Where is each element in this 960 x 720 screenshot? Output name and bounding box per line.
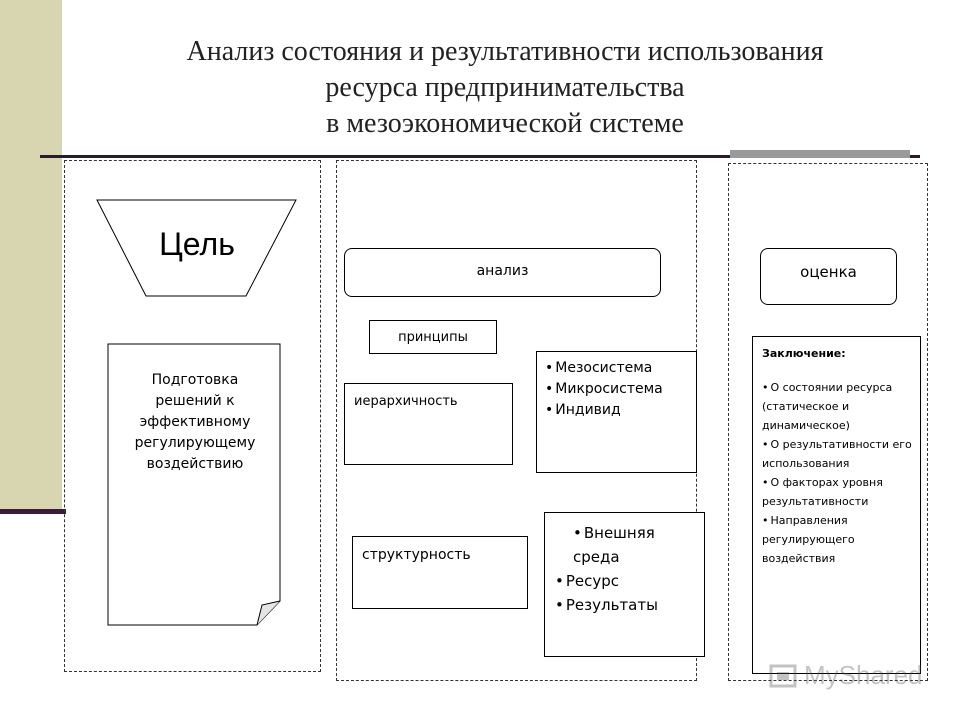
conclusion-item: • О факторах уровня результативности bbox=[762, 473, 914, 511]
hierarchy-levels-box bbox=[536, 351, 697, 473]
title-line-3: в мезоэкономической системе bbox=[326, 108, 684, 139]
conclusion-box bbox=[752, 336, 921, 674]
conclusion-item: • О результативности его использования bbox=[762, 435, 914, 473]
title-line-1: Анализ состояния и результативности использования bbox=[186, 36, 824, 67]
watermark-logo-icon bbox=[768, 660, 800, 692]
hierarchy-item: • Индивид bbox=[545, 400, 688, 421]
hierarchy-item: • Микросистема bbox=[545, 379, 688, 400]
decorative-side-line bbox=[0, 509, 66, 514]
conclusion-item: • Направления регулирующего воздействия bbox=[762, 511, 914, 568]
structure-item: • Ресурс bbox=[555, 569, 696, 593]
structure-item: • Внешняя среда bbox=[555, 521, 665, 569]
structure-box: структурность bbox=[352, 536, 528, 609]
decorative-side-bar bbox=[0, 0, 62, 512]
conclusion-title: Заключение: bbox=[762, 347, 846, 360]
title-accent-bar bbox=[730, 150, 910, 158]
structure-item: • Результаты bbox=[555, 593, 696, 617]
title-line-2: ресурса предпринимательства bbox=[325, 72, 685, 103]
goal-label: Цель bbox=[159, 226, 235, 262]
structure-elements-box bbox=[544, 512, 705, 657]
page-title bbox=[120, 34, 890, 142]
watermark-text: MyShared bbox=[804, 660, 923, 690]
analysis-header: анализ bbox=[344, 248, 661, 297]
conclusion-item: • О состоянии ресурса (статическое и динамическое) bbox=[762, 378, 914, 435]
goal-description: Подготовка решений к эффективному регулирующему воздействию bbox=[134, 372, 256, 472]
principles-box: принципы bbox=[369, 320, 497, 354]
hierarchy-item: • Мезосистема bbox=[545, 358, 688, 379]
evaluation-header: оценка bbox=[760, 248, 897, 305]
watermark bbox=[768, 656, 928, 696]
hierarchy-box: иерархичность bbox=[344, 383, 513, 465]
